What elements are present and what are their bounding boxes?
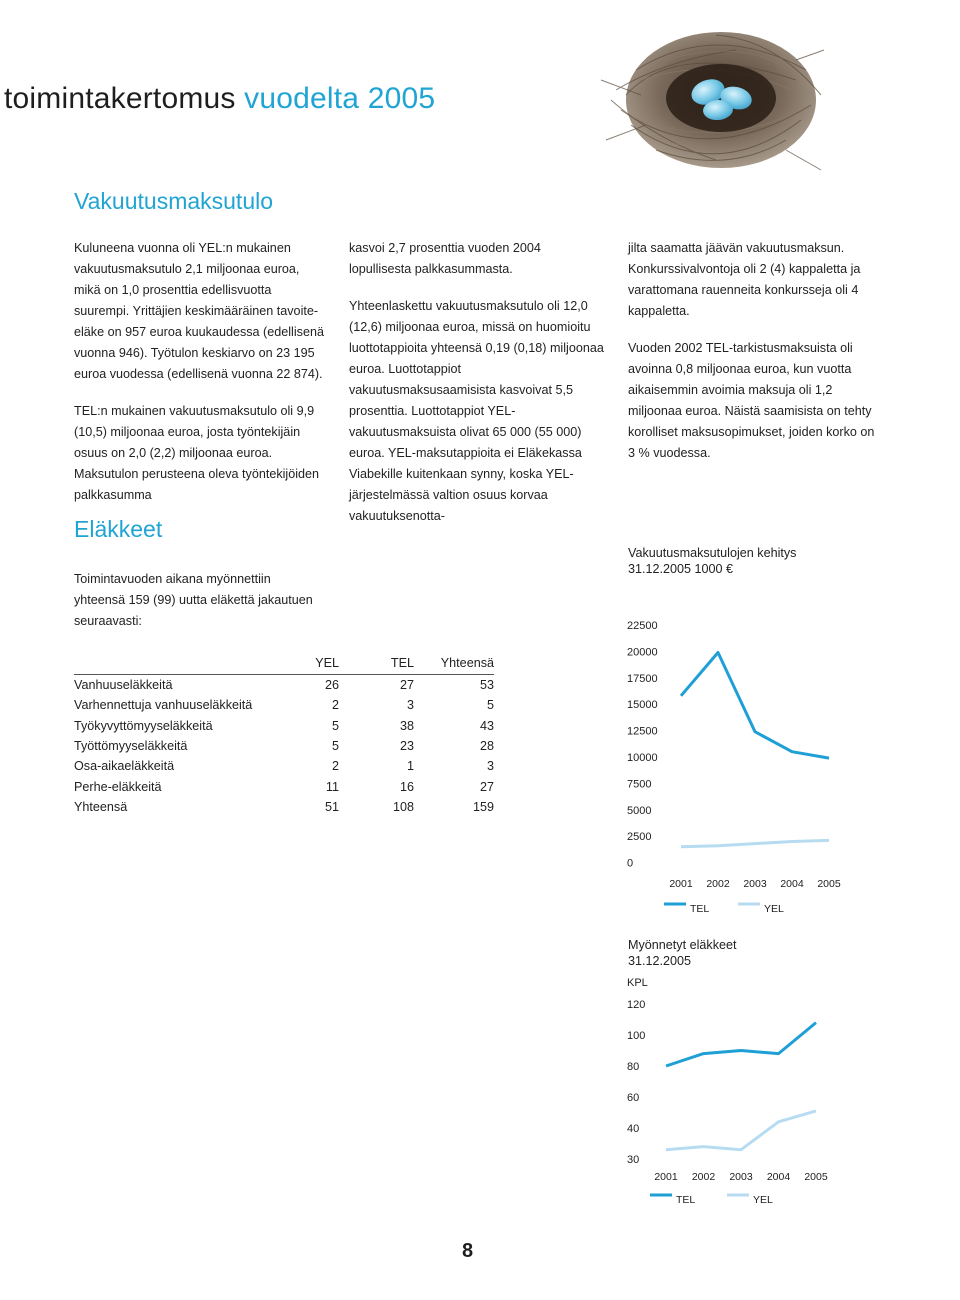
chart2-series-yel-line (666, 1111, 816, 1150)
table-cell: Varhennettuja vanhuuseläkkeitä (74, 698, 253, 713)
chart2-title (628, 937, 737, 969)
page-number: 8 (462, 1240, 474, 1262)
table-cell: Työttömyyseläkkeitä (74, 739, 188, 754)
table-cell: 1 (406, 759, 414, 774)
table-header-cell (74, 652, 264, 675)
table-cell: 159 (472, 799, 494, 814)
table-cell: 2 (331, 759, 339, 774)
chart2-x-tick-label: 2002 (691, 1171, 716, 1183)
document-title-accent: vuodelta 2005 (244, 82, 436, 115)
table-cell: Osa-aikaeläkkeitä (74, 759, 175, 774)
table-cell: 108 (392, 799, 414, 814)
income-column-2 (349, 238, 604, 527)
table-cell: Työkyvyttömyyseläkkeitä (74, 718, 213, 733)
chart2-series-tel-line (666, 1023, 816, 1066)
table-cell: 53 (414, 675, 494, 696)
table-row (74, 675, 494, 696)
chart1-y-tick-label: 20000 (627, 646, 658, 659)
table-header-cell: YEL (315, 656, 339, 670)
table-cell: 27 (479, 779, 494, 794)
chart1-y-tick-label: 0 (627, 857, 634, 870)
chart1-title-line: 31.12.2005 1000 € (628, 562, 734, 576)
chart2-y-tick-label: 40 (627, 1123, 640, 1135)
table-row (74, 756, 494, 776)
chart1-x-tick-label: 2003 (743, 878, 767, 890)
table-cell: 3 (486, 759, 494, 774)
chart1-title-line: Vakuutusmaksutulojen kehitys (628, 546, 797, 560)
chart2-unit-label: KPL (627, 977, 648, 989)
chart2-legend-label: YEL (753, 1194, 773, 1206)
chart1-x-tick-label: 2005 (817, 878, 841, 890)
table-cell: 16 (399, 779, 414, 794)
chart1-y-tick-label: 5000 (627, 804, 652, 817)
table-cell: 5 (486, 698, 494, 713)
pensions-intro: Toimintavuoden aikana myönnettiin yhteensä 159 (99) uutta eläkettä jakautuen seuraavasti: (74, 572, 313, 628)
document-title (4, 82, 435, 116)
income-paragraph: jilta saamatta jäävän vakuutusmaksun. Konkurssivalvontoja oli 2 (4) kappaletta ja varattomana rauenneita konkursseja oli 4 kappaletta. (628, 241, 861, 318)
table-cell: 38 (399, 718, 414, 733)
chart1-title (628, 545, 796, 577)
chart2-y-tick-label: 80 (627, 1061, 640, 1073)
chart1-series-yel-line (681, 840, 829, 846)
table-cell: 27 (339, 675, 414, 696)
chart2-title-line: Myönnetyt eläkkeet (628, 938, 737, 952)
chart1-y-tick-label: 10000 (627, 752, 658, 764)
table-cell: 23 (399, 739, 414, 754)
chart2-x-tick-label: 2004 (766, 1171, 791, 1183)
chart1-series-tel-line (681, 653, 829, 759)
table-cell: 43 (479, 718, 494, 733)
chart1-y-tick-label: 15000 (627, 699, 658, 712)
chart2-y-tick-label: 60 (627, 1092, 640, 1104)
income-paragraph: Kuluneena vuonna oli YEL:n mukainen vakuutusmaksutulo 2,1 miljoonaa euroa, mikä on 1,0 prosenttia edellisvuotta suurempi. Yrittäjien keskimääräinen tavoite-eläke on 957 euroa kuukaudessa (edellisenä vuonna 946). Työtulon keskiarvo on 23 195 euroa vuodessa (edellisenä vuonna 22 874). (74, 241, 324, 381)
chart1-y-tick-label: 12500 (627, 725, 658, 738)
income-paragraph: TEL:n mukainen vakuutusmaksutulo oli 9,9 (10,5) miljoonaa euroa, josta työntekijäin osuus on 2,0 (2,2) miljoonaa euroa. Maksutulon perusteena oleva työntekijöiden palkkasumma (74, 404, 320, 502)
chart1-x-tick-label: 2001 (669, 878, 693, 890)
document-title-main: toimintakertomus (4, 82, 236, 115)
chart2-x-tick-label: 2003 (729, 1171, 753, 1183)
premium-income-chart (600, 600, 850, 930)
chart1-x-tick-label: 2004 (780, 878, 804, 890)
table-row (74, 776, 494, 796)
table-cell: 2 (331, 698, 339, 713)
chart2-y-tick-label: 120 (627, 999, 646, 1011)
chart1-legend-label: YEL (764, 903, 784, 915)
table-cell: Vanhuuseläkkeitä (74, 675, 264, 696)
pensions-table (74, 652, 494, 817)
table-header-row (74, 652, 494, 675)
table-row (74, 736, 494, 756)
chart2-title-line: 31.12.2005 (628, 954, 692, 968)
table-cell: 3 (406, 698, 414, 713)
income-paragraph: Yhteenlaskettu vakuutusmaksutulo oli 12,0 (12,6) miljoonaa euroa, missä on huomioitu luottotappioita yhteensä 0,19 (0,18) miljoonaa euroa. Luottotappiot vakuutusmaksusaamisista kasvoivat 5,5 prosenttia. Luottotappiot YEL-vakuutusmaksuista olivat 65 000 (55 000) euroa. YEL-maksutappioita ei Eläkekassa Viabekille kuitenkaan synny, koska YEL-järjestelmässä valtion osuus korvaa vakuutuksenotta- (349, 299, 604, 523)
chart2-y-tick-label: 30 (627, 1154, 640, 1166)
table-cell: 5 (331, 739, 339, 754)
chart1-x-tick-label: 2002 (706, 878, 730, 890)
bird-nest-illustration (596, 0, 826, 190)
chart2-y-tick-label: 100 (627, 1030, 646, 1042)
table-cell: 28 (479, 739, 494, 754)
table-row (74, 695, 494, 715)
income-column-3 (628, 238, 883, 464)
table-row (74, 716, 494, 736)
chart2-legend-label: TEL (676, 1194, 696, 1206)
table-header-cell: Yhteensä (440, 656, 494, 670)
income-paragraph: Vuoden 2002 TEL-tarkistusmaksuista oli avoinna 0,8 miljoonaa euroa, kun vuotta aikaisemmin avoimia maksuja oli 1,2 miljoonaa euroa. Näistä saamisista on tehty korolliset maksusopimukset, joiden korko on 3 % vuodessa. (628, 341, 875, 460)
section-title-pensions: Eläkkeet (74, 516, 163, 542)
chart1-legend-label: TEL (690, 903, 710, 915)
table-cell: 5 (331, 718, 339, 733)
chart2-x-tick-label: 2005 (804, 1171, 828, 1183)
table-cell: 26 (264, 675, 339, 696)
income-paragraph: kasvoi 2,7 prosenttia vuoden 2004 lopullisesta palkkasummasta. (349, 241, 541, 276)
chart2-x-tick-label: 2001 (654, 1171, 678, 1183)
section-title-income: Vakuutusmaksutulo (74, 188, 274, 214)
chart1-y-tick-label: 7500 (627, 778, 652, 791)
chart1-y-tick-label: 22500 (627, 620, 658, 632)
table-cell: 11 (325, 779, 339, 794)
income-column-1 (74, 238, 329, 506)
chart1-y-tick-label: 2500 (627, 831, 652, 844)
table-cell: Perhe-eläkkeitä (74, 779, 162, 794)
granted-pensions-chart (600, 970, 850, 1215)
table-cell: Yhteensä (74, 799, 128, 814)
table-cell: 51 (324, 799, 339, 814)
chart1-y-tick-label: 17500 (627, 672, 658, 685)
table-header-cell: TEL (390, 656, 414, 670)
table-row-total (74, 797, 494, 817)
